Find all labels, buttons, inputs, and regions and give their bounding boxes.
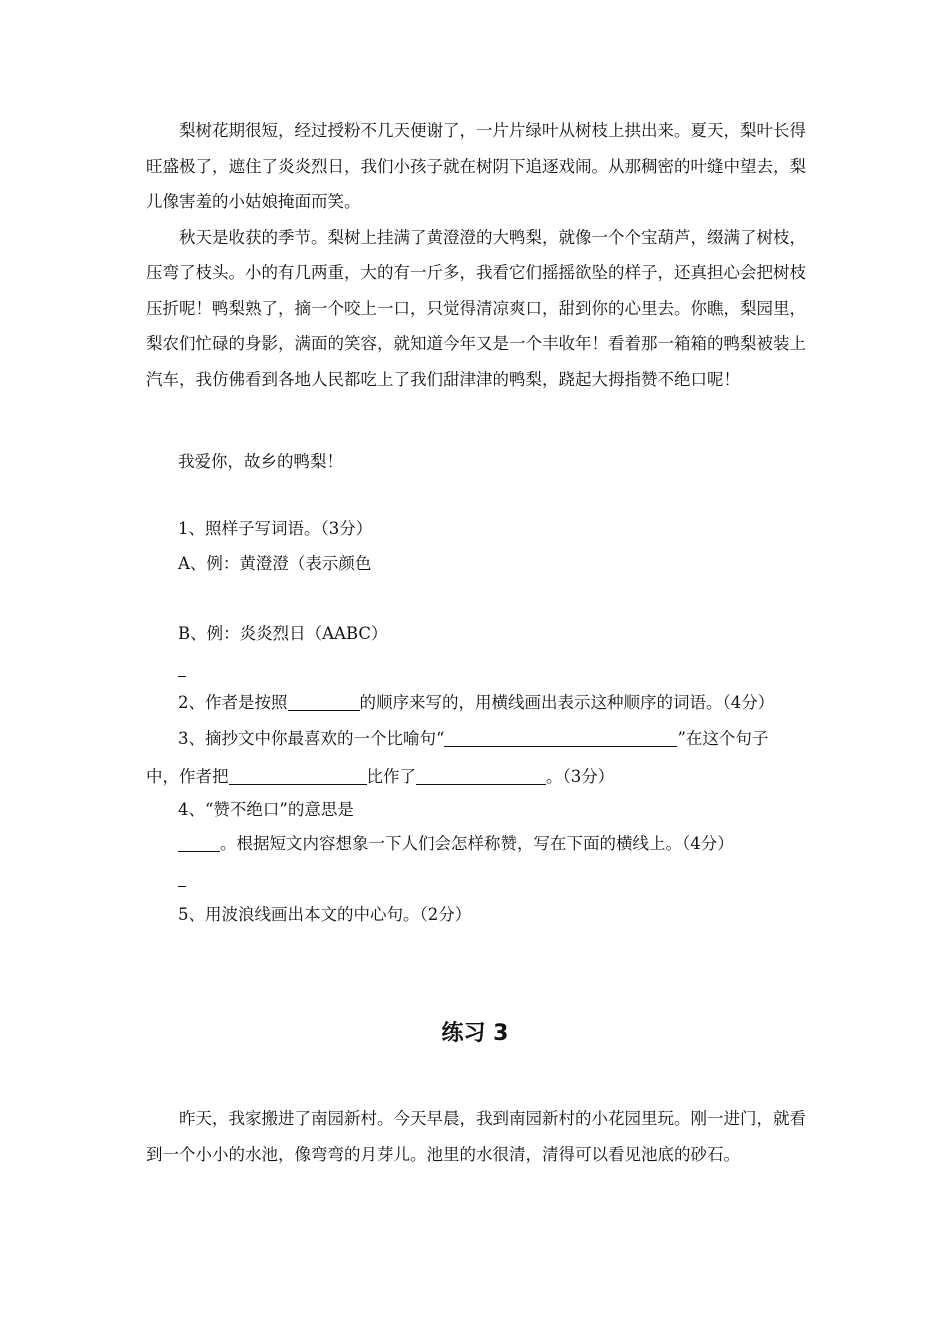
question-3-line2-prefix: 中，作者把	[146, 767, 229, 786]
question-1a: A、例：黄澄澄（表示颜色	[178, 554, 372, 573]
answer-line-1	[178, 660, 186, 684]
question-3-line2-suffix: 。（3分）	[546, 767, 615, 786]
question-2-prefix: 2、作者是按照	[178, 693, 288, 712]
answer-line-4	[178, 870, 186, 894]
answer-blank-simile[interactable]	[444, 728, 677, 747]
question-3-line2-mid: 比作了	[366, 767, 416, 786]
paragraph-autumn: 秋天是收获的季节。梨树上挂满了黄澄澄的大鸭梨，就像一个个宝葫芦，缀满了树枝，压弯了枝头。小的有几两重，大的有一斤多，我看它们摇摇欲坠的样子，还真担心会把树枝压折呢！鸭梨熟了，摘一个咬上一口，只觉得清凉爽口，甜到你的心里去。你瞧，梨园里，梨农们忙碌的身影，满面的笑容，就知道今年又是一个丰收年！看着那一箱箱的鸭梨被装上汽车，我仿佛看到各地人民都吃上了我们甜津津的鸭梨，跷起大拇指赞不绝口呢！	[146, 227, 806, 389]
question-3-suffix: ”在这个句子	[677, 729, 769, 748]
question-3	[178, 727, 768, 751]
question-1: 1、照样子写词语。（3分）	[178, 519, 373, 538]
answer-blank-subject[interactable]	[229, 766, 367, 785]
answer-blank-meaning[interactable]	[178, 833, 220, 852]
question-4: 4、“赞不绝口”的意思是	[178, 800, 354, 819]
passage-text	[146, 113, 821, 397]
question-4-cont-text: 。根据短文内容想象一下人们会怎样称赞，写在下面的横线上。（4分）	[220, 834, 734, 853]
answer-blank-object[interactable]	[416, 766, 546, 785]
paragraph-closing: 我爱你，故乡的鸭梨！	[178, 452, 343, 471]
question-3-line2	[146, 763, 821, 787]
question-2	[178, 691, 774, 715]
exercise-3-text	[146, 1101, 821, 1172]
exercise-3-title: 练习 3	[441, 1021, 509, 1046]
question-1b: B、例：炎炎烈日（AABC）	[178, 624, 388, 643]
exercise-3-paragraph: 昨天，我家搬进了南园新村。今天早晨，我到南园新村的小花园里玩。刚一进门，就看到一个小小的水池，像弯弯的月芽儿。池里的水很清，清得可以看见池底的砂石。	[146, 1109, 806, 1164]
paragraph-summer: 梨树花期很短，经过授粉不几天便谢了，一片片绿叶从树枝上拱出来。夏天，梨叶长得旺盛极了，遮住了炎炎烈日，我们小孩子就在树阴下追逐戏闹。从那稠密的叶缝中望去，梨儿像害羞的小姑娘掩面而笑。	[146, 121, 806, 211]
question-3-prefix: 3、摘抄文中你最喜欢的一个比喻句“	[178, 729, 445, 748]
question-4-cont	[178, 832, 734, 856]
answer-blank-order[interactable]	[288, 692, 360, 711]
question-5: 5、用波浪线画出本文的中心句。（2分）	[178, 905, 472, 924]
question-2-suffix: 的顺序来写的，用横线画出表示这种顺序的词语。（4分）	[359, 693, 775, 712]
